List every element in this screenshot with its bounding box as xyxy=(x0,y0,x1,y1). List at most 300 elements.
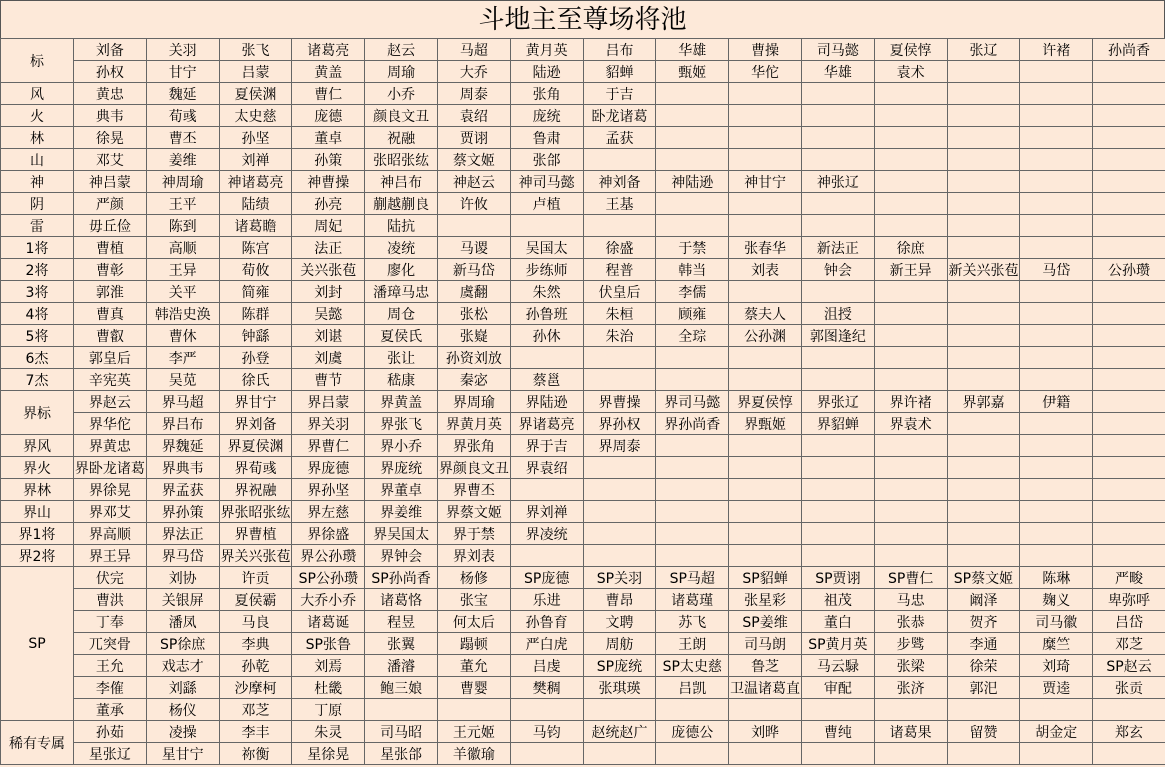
general-cell: 刘封 xyxy=(292,281,365,303)
general-cell: 孙坚 xyxy=(219,127,292,149)
general-cell: 法正 xyxy=(292,237,365,259)
general-cell: 刘禅 xyxy=(219,149,292,171)
general-cell: 大乔小乔 xyxy=(292,589,365,611)
general-cell xyxy=(947,303,1020,325)
table-row xyxy=(1,149,1165,171)
general-cell xyxy=(729,369,802,391)
general-cell: 朱灵 xyxy=(292,721,365,743)
general-cell: 嵇康 xyxy=(365,369,438,391)
general-cell: SP貂蝉 xyxy=(729,567,802,589)
general-cell: 步练师 xyxy=(510,259,583,281)
general-cell xyxy=(1093,501,1165,523)
general-cell: 张飞 xyxy=(219,39,292,61)
general-cell: SP太史慈 xyxy=(656,655,729,677)
general-cell: 界法正 xyxy=(146,523,219,545)
general-cell: 李典 xyxy=(219,633,292,655)
general-cell xyxy=(437,699,510,721)
general-cell xyxy=(1093,61,1165,83)
general-cell: 何太后 xyxy=(437,611,510,633)
general-cell: 夏侯渊 xyxy=(219,83,292,105)
general-cell xyxy=(1093,105,1165,127)
general-cell: 张琪瑛 xyxy=(583,677,656,699)
general-cell: 界孙坚 xyxy=(292,479,365,501)
general-cell: 李通 xyxy=(947,633,1020,655)
general-cell xyxy=(656,501,729,523)
general-cell xyxy=(729,347,802,369)
general-cell xyxy=(874,83,947,105)
general-cell: 太史慈 xyxy=(219,105,292,127)
general-cell: 张宝 xyxy=(437,589,510,611)
general-cell: 严白虎 xyxy=(510,633,583,655)
general-cell xyxy=(947,171,1020,193)
table-row xyxy=(1,479,1165,501)
page-title: 斗地主至尊场将池 xyxy=(0,0,1165,38)
group-label: 火 xyxy=(1,105,74,127)
general-cell: 陈到 xyxy=(146,215,219,237)
general-cell xyxy=(1020,325,1093,347)
general-cell: 张贡 xyxy=(1093,677,1165,699)
general-cell: 徐氏 xyxy=(219,369,292,391)
general-cell: 朱桓 xyxy=(583,303,656,325)
general-cell xyxy=(1020,413,1093,435)
general-cell: 孙登 xyxy=(219,347,292,369)
general-cell: 界黄忠 xyxy=(74,435,147,457)
general-cell: SP关羽 xyxy=(583,567,656,589)
general-cell: 邓芝 xyxy=(1093,633,1165,655)
general-cell: 司马徽 xyxy=(1020,611,1093,633)
general-cell xyxy=(729,105,802,127)
general-cell: 界甄姬 xyxy=(729,413,802,435)
general-cell xyxy=(656,83,729,105)
general-cell: 星甘宁 xyxy=(146,743,219,765)
general-cell: 秦宓 xyxy=(437,369,510,391)
group-label: 界2将 xyxy=(1,545,74,567)
general-cell: SP曹仁 xyxy=(874,567,947,589)
general-cell: 韩当 xyxy=(656,259,729,281)
general-cell: 羊徽瑜 xyxy=(437,743,510,765)
general-cell: 张春华 xyxy=(729,237,802,259)
general-cell: SP赵云 xyxy=(1093,655,1165,677)
group-label: 4将 xyxy=(1,303,74,325)
group-label: 7杰 xyxy=(1,369,74,391)
general-cell xyxy=(874,303,947,325)
general-cell: 审配 xyxy=(801,677,874,699)
general-cell xyxy=(729,699,802,721)
general-cell: 界吕布 xyxy=(146,413,219,435)
general-cell: 刘繇 xyxy=(146,677,219,699)
general-cell: 董卓 xyxy=(292,127,365,149)
general-cell xyxy=(947,193,1020,215)
general-cell xyxy=(729,457,802,479)
general-cell: 阚泽 xyxy=(947,589,1020,611)
general-cell: 董白 xyxy=(801,611,874,633)
general-cell: 界马岱 xyxy=(146,545,219,567)
general-cell: 界祝融 xyxy=(219,479,292,501)
general-cell xyxy=(874,523,947,545)
general-cell: 孙策 xyxy=(292,149,365,171)
general-cell xyxy=(947,457,1020,479)
general-cell: 许贡 xyxy=(219,567,292,589)
general-cell xyxy=(583,743,656,765)
table-row xyxy=(1,391,1165,413)
general-cell xyxy=(1093,215,1165,237)
general-cell: 神甘宁 xyxy=(729,171,802,193)
general-cell: 张翼 xyxy=(365,633,438,655)
general-cell: 新王异 xyxy=(874,259,947,281)
general-cell: 新马岱 xyxy=(437,259,510,281)
general-cell xyxy=(947,83,1020,105)
general-cell xyxy=(801,501,874,523)
general-cell: 界关羽 xyxy=(292,413,365,435)
general-cell xyxy=(947,281,1020,303)
general-cell xyxy=(1093,127,1165,149)
general-cell: 界诸葛亮 xyxy=(510,413,583,435)
table-row xyxy=(1,61,1165,83)
general-cell xyxy=(874,325,947,347)
general-cell xyxy=(947,435,1020,457)
general-cell: 蔡文姬 xyxy=(437,149,510,171)
general-cell: 界刘禅 xyxy=(510,501,583,523)
general-cell: 关平 xyxy=(146,281,219,303)
general-cell xyxy=(1020,743,1093,765)
general-cell xyxy=(1093,545,1165,567)
general-cell: 界邓艾 xyxy=(74,501,147,523)
general-cell xyxy=(583,501,656,523)
general-cell: 赵云 xyxy=(365,39,438,61)
general-cell: 卫温诸葛直 xyxy=(729,677,802,699)
general-cell: 神周瑜 xyxy=(146,171,219,193)
general-cell: 吕岱 xyxy=(1093,611,1165,633)
general-cell: 吴国太 xyxy=(510,237,583,259)
general-cell: 陈群 xyxy=(219,303,292,325)
general-cell xyxy=(583,215,656,237)
table-row xyxy=(1,369,1165,391)
general-cell: 卧龙诸葛 xyxy=(583,105,656,127)
general-cell: 刘虞 xyxy=(292,347,365,369)
general-cell: 辛宪英 xyxy=(74,369,147,391)
general-cell xyxy=(1020,545,1093,567)
general-cell: 王元姬 xyxy=(437,721,510,743)
general-cell: 张角 xyxy=(510,83,583,105)
general-cell: 颜良文丑 xyxy=(365,105,438,127)
table-row xyxy=(1,699,1165,721)
general-cell: 神张辽 xyxy=(801,171,874,193)
general-cell: 关银屏 xyxy=(146,589,219,611)
general-cell: 刘琦 xyxy=(1020,655,1093,677)
group-label: 稀有专属 xyxy=(1,721,74,765)
table-row xyxy=(1,545,1165,567)
general-cell: 吕凯 xyxy=(656,677,729,699)
general-cell: 陈宫 xyxy=(219,237,292,259)
general-cell: 神刘备 xyxy=(583,171,656,193)
general-cell xyxy=(729,83,802,105)
general-cell xyxy=(510,479,583,501)
general-cell: 界卧龙诸葛 xyxy=(74,457,147,479)
general-cell xyxy=(1020,83,1093,105)
general-cell: 赵统赵广 xyxy=(583,721,656,743)
general-cell: 文聘 xyxy=(583,611,656,633)
general-cell xyxy=(801,193,874,215)
general-cell: 曹植 xyxy=(74,237,147,259)
general-cell: 丁奉 xyxy=(74,611,147,633)
table-row xyxy=(1,347,1165,369)
general-cell xyxy=(947,215,1020,237)
general-cell xyxy=(874,699,947,721)
group-label: 山 xyxy=(1,149,74,171)
general-cell xyxy=(947,347,1020,369)
general-cell xyxy=(1093,435,1165,457)
general-cell: 孙鲁育 xyxy=(510,611,583,633)
general-cell: 界马超 xyxy=(146,391,219,413)
general-cell xyxy=(874,479,947,501)
general-cell: 兀突骨 xyxy=(74,633,147,655)
general-cell: 界小乔 xyxy=(365,435,438,457)
table-row xyxy=(1,215,1165,237)
general-cell: 界许褚 xyxy=(874,391,947,413)
general-cell: 徐晃 xyxy=(74,127,147,149)
general-cell xyxy=(729,523,802,545)
general-cell: 伏完 xyxy=(74,567,147,589)
general-cell xyxy=(656,545,729,567)
general-cell: SP张鲁 xyxy=(292,633,365,655)
general-pool-table xyxy=(0,38,1165,765)
table-row xyxy=(1,39,1165,61)
general-cell xyxy=(874,743,947,765)
general-cell xyxy=(656,347,729,369)
general-cell xyxy=(729,545,802,567)
general-cell xyxy=(1093,523,1165,545)
general-cell: 界袁绍 xyxy=(510,457,583,479)
general-cell xyxy=(1020,215,1093,237)
general-cell xyxy=(1093,369,1165,391)
general-cell: 界郭嘉 xyxy=(947,391,1020,413)
general-cell: 界董卓 xyxy=(365,479,438,501)
table-row xyxy=(1,721,1165,743)
general-cell: 界夏侯惇 xyxy=(729,391,802,413)
general-cell: 程昱 xyxy=(365,611,438,633)
general-cell xyxy=(1093,391,1165,413)
general-cell: 鲁芝 xyxy=(729,655,802,677)
general-cell xyxy=(1020,237,1093,259)
general-cell xyxy=(656,149,729,171)
general-cell: 黄月英 xyxy=(510,39,583,61)
general-cell: 孙乾 xyxy=(219,655,292,677)
general-cell: 蔡夫人 xyxy=(729,303,802,325)
group-label: 界标 xyxy=(1,391,74,435)
group-label: 标 xyxy=(1,39,74,83)
table-row xyxy=(1,457,1165,479)
general-cell: 蹋顿 xyxy=(437,633,510,655)
table-row xyxy=(1,413,1165,435)
general-cell: 界典韦 xyxy=(146,457,219,479)
table-row xyxy=(1,501,1165,523)
general-cell xyxy=(656,435,729,457)
general-cell: 界高顺 xyxy=(74,523,147,545)
general-cell xyxy=(1020,171,1093,193)
general-cell xyxy=(1020,523,1093,545)
general-cell: 曹仁 xyxy=(292,83,365,105)
general-cell xyxy=(1020,127,1093,149)
table-row xyxy=(1,127,1165,149)
general-cell xyxy=(729,479,802,501)
general-cell: 郭皇后 xyxy=(74,347,147,369)
general-cell xyxy=(510,347,583,369)
general-cell: 袁术 xyxy=(874,61,947,83)
general-cell xyxy=(656,215,729,237)
general-cell: 界关兴张苞 xyxy=(219,545,292,567)
group-label: 界火 xyxy=(1,457,74,479)
general-cell: 曹婴 xyxy=(437,677,510,699)
general-cell: 星张辽 xyxy=(74,743,147,765)
general-cell xyxy=(729,281,802,303)
table-row xyxy=(1,677,1165,699)
general-cell: 界王异 xyxy=(74,545,147,567)
general-cell: 庞统 xyxy=(510,105,583,127)
general-cell: 祝融 xyxy=(365,127,438,149)
general-cell xyxy=(1093,83,1165,105)
general-cell: 刘晔 xyxy=(729,721,802,743)
general-cell xyxy=(656,699,729,721)
general-cell: 界袁术 xyxy=(874,413,947,435)
general-cell xyxy=(583,149,656,171)
general-cell xyxy=(1020,699,1093,721)
general-cell: 界貂蝉 xyxy=(801,413,874,435)
general-cell: 星张郃 xyxy=(365,743,438,765)
table-row xyxy=(1,259,1165,281)
general-cell xyxy=(1093,193,1165,215)
general-cell: 曹彰 xyxy=(74,259,147,281)
general-cell: 麹义 xyxy=(1020,589,1093,611)
general-cell xyxy=(437,215,510,237)
general-cell xyxy=(947,699,1020,721)
general-cell: 界黄盖 xyxy=(365,391,438,413)
general-cell: 曹真 xyxy=(74,303,147,325)
general-cell: 界吕蒙 xyxy=(292,391,365,413)
general-cell xyxy=(1093,457,1165,479)
general-cell xyxy=(656,193,729,215)
general-cell: 郭淮 xyxy=(74,281,147,303)
general-cell: 吕虔 xyxy=(510,655,583,677)
general-cell xyxy=(583,545,656,567)
general-cell: 吴懿 xyxy=(292,303,365,325)
general-cell: 诸葛诞 xyxy=(292,611,365,633)
general-cell: 周仓 xyxy=(365,303,438,325)
table-row xyxy=(1,611,1165,633)
general-cell xyxy=(729,127,802,149)
general-cell: 沮授 xyxy=(801,303,874,325)
general-cell: 司马懿 xyxy=(801,39,874,61)
general-cell: 曹休 xyxy=(146,325,219,347)
general-cell: 大乔 xyxy=(437,61,510,83)
general-cell: 张松 xyxy=(437,303,510,325)
general-cell: 刘协 xyxy=(146,567,219,589)
general-cell: 界孙权 xyxy=(583,413,656,435)
general-cell: 陆逊 xyxy=(510,61,583,83)
general-cell xyxy=(947,61,1020,83)
general-cell: 诸葛亮 xyxy=(292,39,365,61)
group-label: 5将 xyxy=(1,325,74,347)
general-cell: 鲁肃 xyxy=(510,127,583,149)
general-cell: 司马朗 xyxy=(729,633,802,655)
group-label: 神 xyxy=(1,171,74,193)
general-cell: 刘表 xyxy=(729,259,802,281)
general-cell: 陆抗 xyxy=(365,215,438,237)
general-cell xyxy=(1093,325,1165,347)
general-cell xyxy=(1093,237,1165,259)
general-cell: 庞德 xyxy=(292,105,365,127)
general-cell: SP庞统 xyxy=(583,655,656,677)
general-cell: 公孙瓒 xyxy=(1093,259,1165,281)
general-cell: 伊籍 xyxy=(1020,391,1093,413)
general-cell: 界司马懿 xyxy=(656,391,729,413)
general-cell: 袁绍 xyxy=(437,105,510,127)
general-cell: 于禁 xyxy=(656,237,729,259)
table-row xyxy=(1,655,1165,677)
general-cell xyxy=(874,369,947,391)
group-label: 阴 xyxy=(1,193,74,215)
general-cell: 界孙尚香 xyxy=(656,413,729,435)
general-cell xyxy=(729,435,802,457)
general-cell xyxy=(947,127,1020,149)
table-body xyxy=(1,39,1165,765)
general-cell xyxy=(874,545,947,567)
general-cell: 王朗 xyxy=(656,633,729,655)
general-cell: 留赞 xyxy=(947,721,1020,743)
table-row xyxy=(1,325,1165,347)
general-cell: 夏侯惇 xyxy=(874,39,947,61)
general-cell: 贾诩 xyxy=(437,127,510,149)
general-cell: 钟繇 xyxy=(219,325,292,347)
table-row xyxy=(1,83,1165,105)
general-cell: 贾逵 xyxy=(1020,677,1093,699)
general-cell xyxy=(729,149,802,171)
general-cell xyxy=(729,193,802,215)
general-cell: 荀攸 xyxy=(219,259,292,281)
general-cell: SP徐庶 xyxy=(146,633,219,655)
general-cell: 孙资刘放 xyxy=(437,347,510,369)
general-cell: SP黄月英 xyxy=(801,633,874,655)
general-cell xyxy=(1020,303,1093,325)
general-cell: 界刘表 xyxy=(437,545,510,567)
general-cell: 周舫 xyxy=(583,633,656,655)
general-cell: 界凌统 xyxy=(510,523,583,545)
general-cell: 界于吉 xyxy=(510,435,583,457)
general-cell: 界颜良文丑 xyxy=(437,457,510,479)
general-cell xyxy=(510,699,583,721)
general-cell: 界周泰 xyxy=(583,435,656,457)
general-cell: 张辽 xyxy=(947,39,1020,61)
general-cell: 甘宁 xyxy=(146,61,219,83)
general-cell xyxy=(874,149,947,171)
group-label: 2将 xyxy=(1,259,74,281)
general-cell: 界公孙瓒 xyxy=(292,545,365,567)
group-label: 界风 xyxy=(1,435,74,457)
general-cell: 许褚 xyxy=(1020,39,1093,61)
general-cell: 祖茂 xyxy=(801,589,874,611)
general-cell xyxy=(1020,105,1093,127)
general-cell xyxy=(1093,303,1165,325)
general-cell xyxy=(656,127,729,149)
general-cell: 界曹仁 xyxy=(292,435,365,457)
general-cell: 董允 xyxy=(437,655,510,677)
general-cell xyxy=(801,127,874,149)
general-cell xyxy=(1020,193,1093,215)
general-cell xyxy=(947,149,1020,171)
general-cell: 马岱 xyxy=(1020,259,1093,281)
general-cell: 界张辽 xyxy=(801,391,874,413)
general-cell: 沙摩柯 xyxy=(219,677,292,699)
general-cell: 吴苋 xyxy=(146,369,219,391)
